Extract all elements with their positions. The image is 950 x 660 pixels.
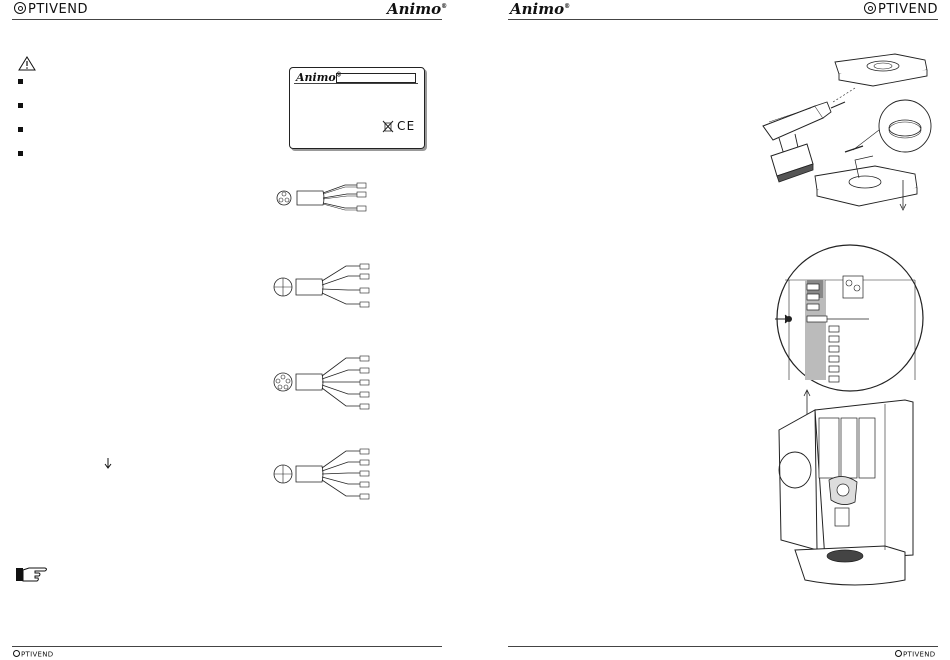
- list-bullet: [18, 127, 23, 132]
- pointing-hand-icon: [15, 565, 49, 583]
- left-header-optivend-logo: [14, 2, 88, 17]
- optivend-o-icon: [895, 650, 902, 657]
- left-footer-optivend-text: PTIVEND: [21, 650, 54, 659]
- cable-diagram-4-wire: [272, 262, 372, 312]
- cable-diagram-5-wire-alt: [272, 446, 372, 502]
- left-header-animo-text: Animo: [387, 0, 442, 18]
- left-footer-rule: [12, 646, 442, 647]
- type-plate-rule: [294, 83, 418, 84]
- weee-bin-icon: [382, 120, 394, 133]
- list-bullet: [18, 103, 23, 108]
- type-plate-animo-logo: Animo®: [296, 71, 342, 84]
- type-plate-field: [336, 73, 416, 83]
- optivend-o-icon: [13, 650, 20, 657]
- machine-zoom-illustration: [765, 250, 935, 595]
- cable-diagram-5-wire: [272, 352, 372, 412]
- ce-mark-icon: C E: [397, 119, 415, 133]
- list-bullet: [18, 151, 23, 156]
- cable-diagram-3-wire: [275, 180, 375, 216]
- right-header-optivend-text: PTIVEND: [878, 2, 938, 17]
- list-bullet: [18, 79, 23, 84]
- right-footer-optivend-logo: [895, 650, 936, 659]
- optivend-o-icon: [14, 2, 26, 14]
- right-footer-optivend-text: PTIVEND: [903, 650, 936, 659]
- left-header-optivend-text: PTIVEND: [28, 2, 88, 17]
- right-header-optivend-logo: [864, 2, 938, 17]
- right-header-animo-logo: Animo®: [510, 0, 571, 18]
- drill-cover-illustration: [755, 48, 935, 213]
- right-header-rule: [508, 19, 938, 20]
- left-header-animo-logo: Animo®: [387, 0, 448, 18]
- type-plate-brand-text: Animo: [296, 71, 336, 84]
- left-footer-optivend-logo: [13, 650, 54, 659]
- right-footer-rule: [508, 646, 938, 647]
- down-arrow-icon: [104, 457, 112, 469]
- type-plate: [289, 67, 425, 149]
- left-header-rule: [12, 19, 442, 20]
- right-header-animo-text: Animo: [510, 0, 565, 18]
- optivend-o-icon: [864, 2, 876, 14]
- warning-triangle-icon: [18, 56, 36, 71]
